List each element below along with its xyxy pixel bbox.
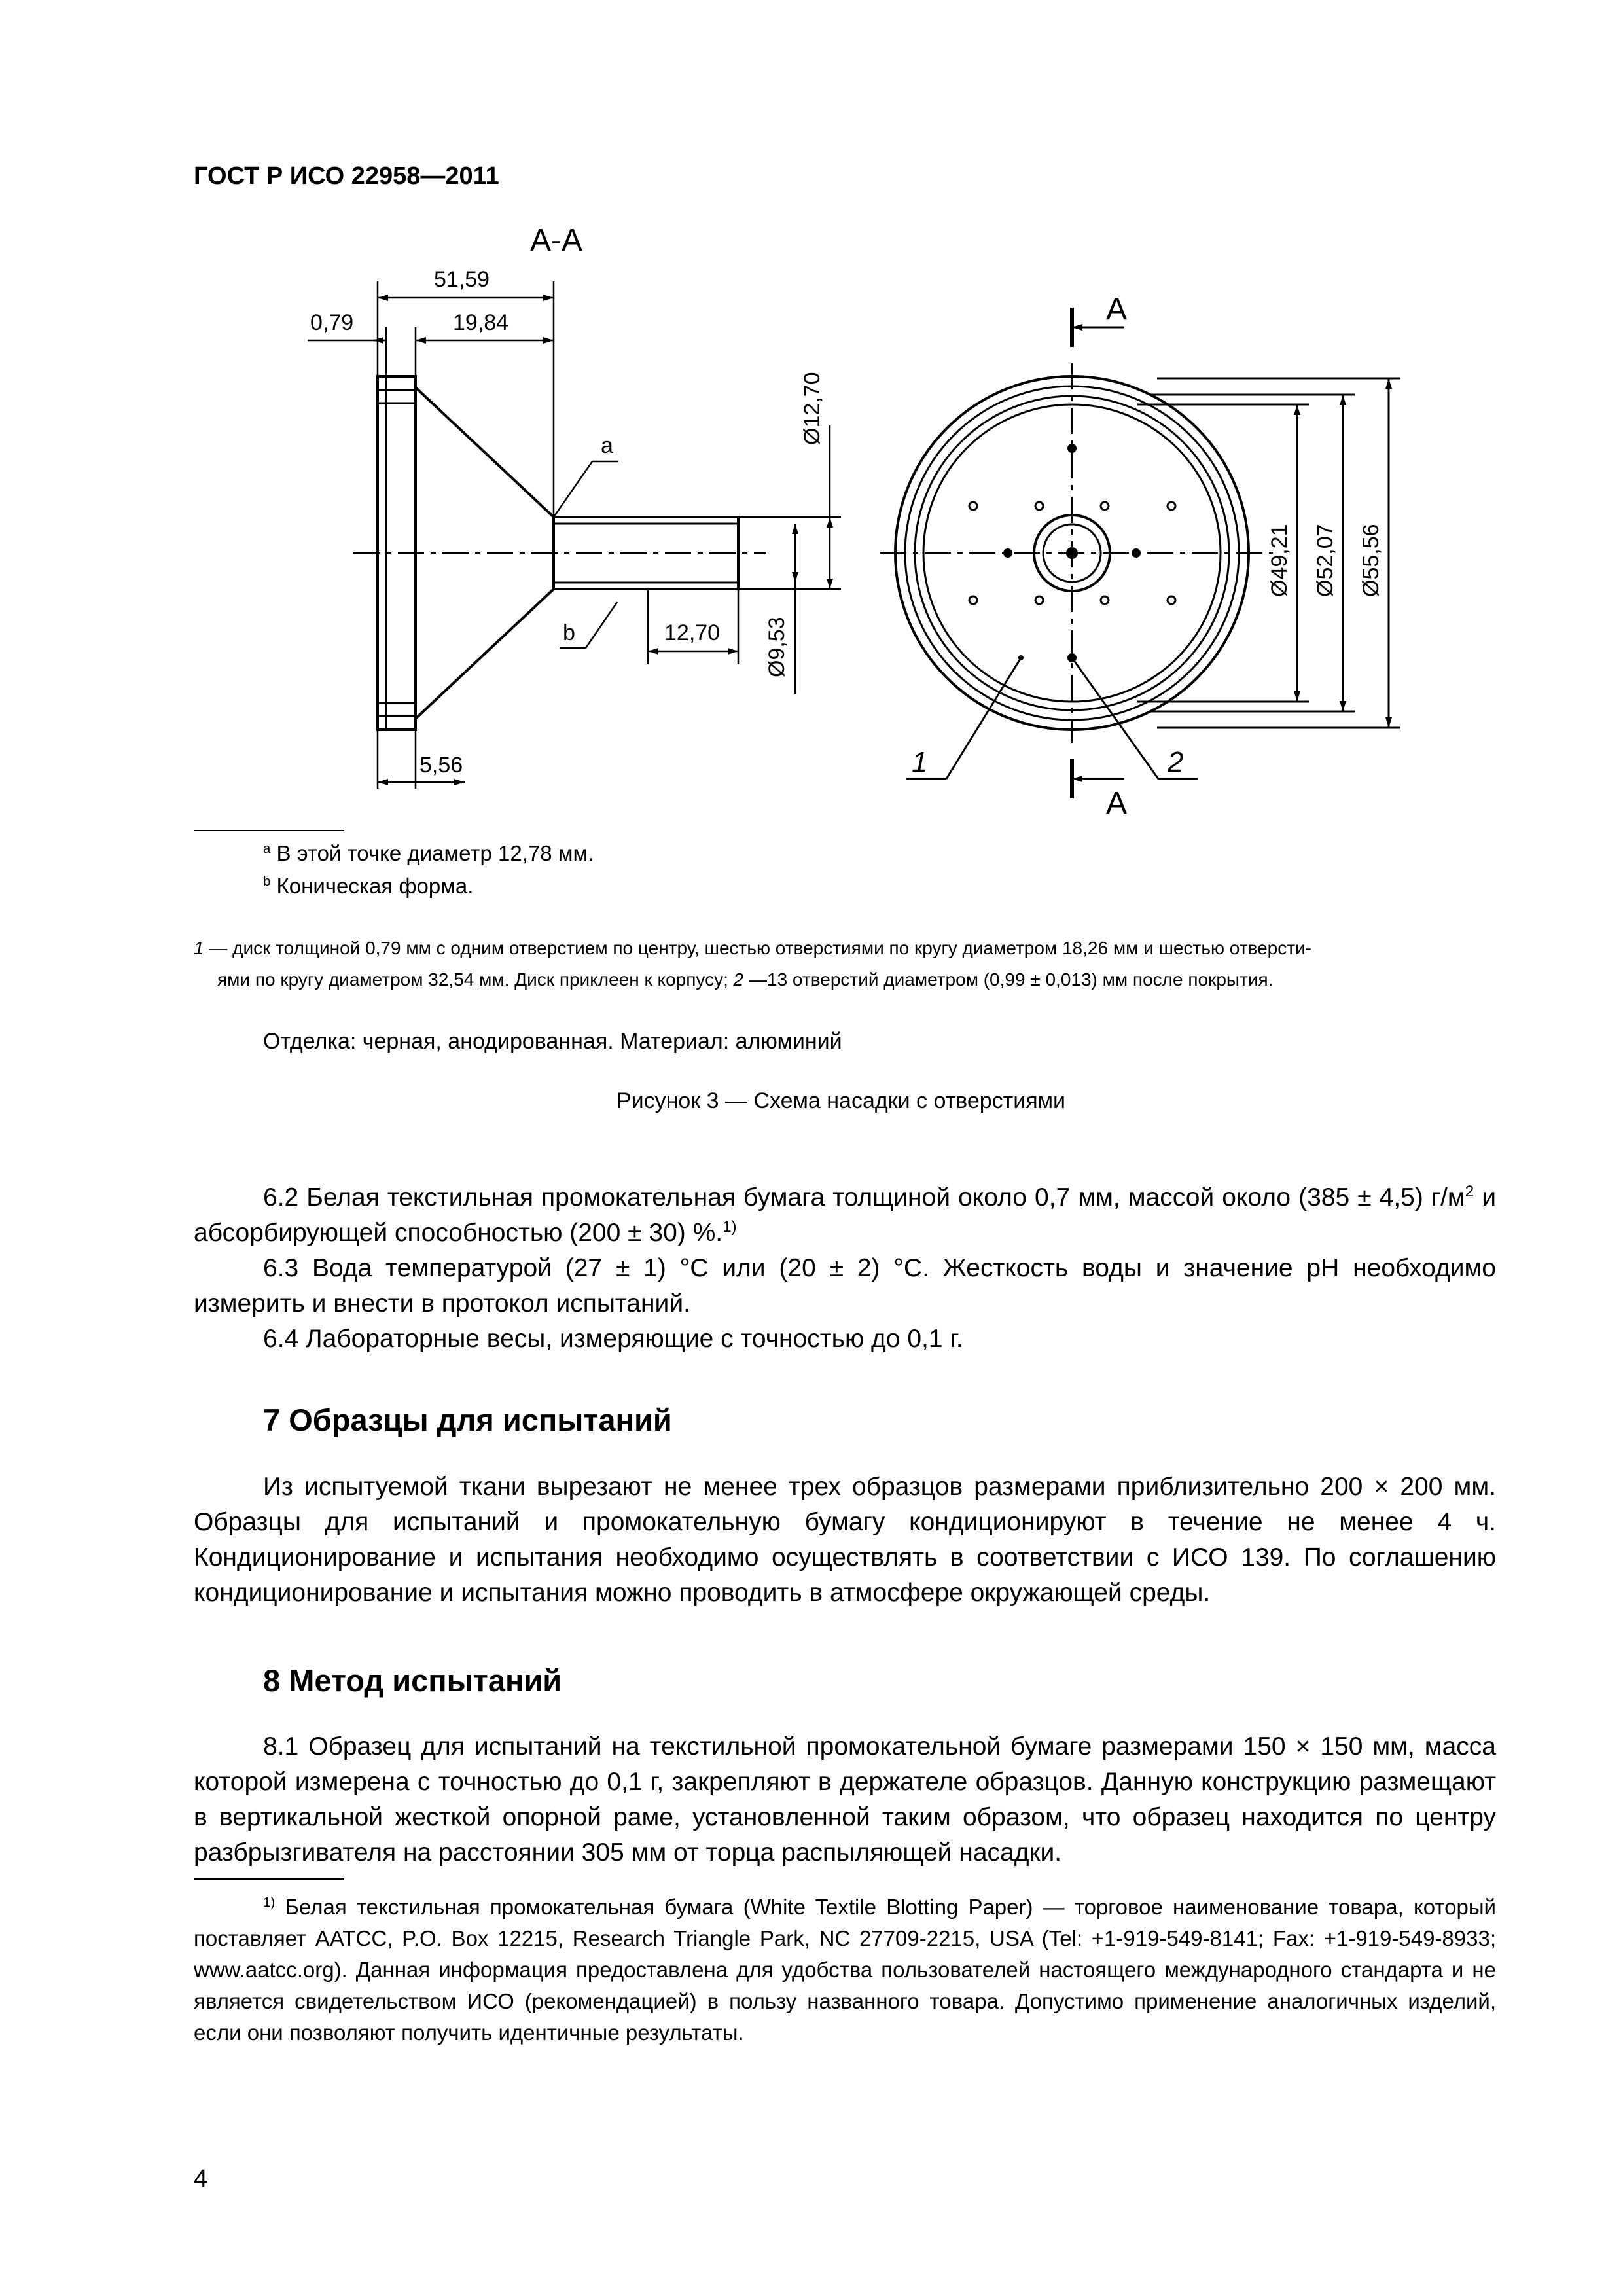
footnote-a-mark: a bbox=[263, 841, 271, 856]
legend-line-2a: ями по кругу диаметром 32,54 мм. Диск приклеен к корпусу; bbox=[217, 969, 734, 990]
callout-a: a bbox=[601, 433, 613, 458]
figure-footnote-rule bbox=[194, 830, 344, 831]
legend-line-1: — диск толщиной 0,79 мм с одним отверстием по центру, шестью отверстиями по кругу диаметром 18,26 мм и шестью отверсти- bbox=[204, 938, 1312, 958]
figure-footnote-a bbox=[263, 839, 594, 868]
dim-9-53-diameter: Ø9,53 bbox=[764, 617, 789, 677]
footnote-a-text: В этой точке диаметр 12,78 мм. bbox=[276, 841, 594, 865]
paragraph-6-3: 6.3 Вода температурой (27 ± 1) °С или (20 ± 2) °С. Жесткость воды и значение рН необходимо измерить и внести в протокол испытаний. bbox=[194, 1254, 1496, 1318]
callout-1: 1 bbox=[912, 746, 928, 778]
p62-sup: 2 bbox=[1465, 1183, 1474, 1200]
figure-legend bbox=[194, 933, 1496, 996]
p62-text-b: и абсорбирующей способностью (200 ± 30) %. bbox=[194, 1183, 1496, 1247]
dim-0-79: 0,79 bbox=[310, 310, 354, 335]
dim-49-21-diameter: Ø49,21 bbox=[1267, 524, 1292, 597]
legend-line-2b: —13 отверстий диаметром (0,99 ± 0,013) мм после покрытия. bbox=[743, 969, 1274, 990]
section-6-text bbox=[194, 1180, 1496, 1357]
dim-12-70-length: 12,70 bbox=[664, 620, 721, 645]
cut-marker-top: А bbox=[1106, 292, 1128, 327]
footnote-b-text: Коническая форма. bbox=[276, 874, 474, 898]
callout-b: b bbox=[563, 620, 575, 645]
legend-num-1: 1 bbox=[194, 938, 204, 958]
page-footnote bbox=[194, 1892, 1496, 2049]
section-label: А-А bbox=[530, 223, 583, 258]
section-7-heading: 7 Образцы для испытаний bbox=[263, 1403, 672, 1437]
footnote-b-mark: b bbox=[263, 874, 271, 889]
dim-55-56-diameter: Ø55,56 bbox=[1359, 524, 1383, 597]
document-header: ГОСТ Р ИСО 22958—2011 bbox=[194, 162, 499, 190]
finish-material-note: Отделка: черная, анодированная. Материал: алюминий bbox=[263, 1029, 842, 1054]
dim-52-07-diameter: Ø52,07 bbox=[1313, 524, 1338, 597]
section-8-text bbox=[194, 1729, 1496, 1871]
page-number: 4 bbox=[194, 2165, 208, 2193]
figure-footnote-b bbox=[263, 872, 473, 901]
p62-text-a: 6.2 Белая текстильная промокательная бумага толщиной около 0,7 мм, массой около (385 ± 4,5) г/м bbox=[263, 1183, 1465, 1211]
dim-12-70-diameter: Ø12,70 bbox=[800, 372, 825, 445]
figure-caption: Рисунок 3 — Схема насадки с отверстиями bbox=[616, 1088, 1066, 1113]
paragraph-6-4: 6.4 Лабораторные весы, измеряющие с точностью до 0,1 г. bbox=[263, 1325, 963, 1353]
dim-51-59: 51,59 bbox=[434, 267, 490, 292]
footnote-1-text: Белая текстильная промокательная бумага (White Textile Blotting Paper) — торговое наименование товара, который поставляет AATCC, P.O. Box 12215, Research Triangle Park, NC 27709-2215, USA (Tel: +1-919-549-8141; Fax: +1-919-549-8933; www.aatcc.org). Данная информация предоставлена для удобства пользователей настоящего международного стандарта и не является свидетельством ИСО (рекомендацией) в пользу названного товара. Допустимо применение аналогичных изделий, если они позволяют получить идентичные результаты. bbox=[194, 1895, 1496, 2045]
paragraph-6-2 bbox=[194, 1180, 1496, 1251]
dim-5-56: 5,56 bbox=[419, 753, 463, 778]
dim-19-84: 19,84 bbox=[453, 310, 509, 335]
legend-num-2: 2 bbox=[733, 969, 744, 990]
paragraph-7: Из испытуемой ткани вырезают не менее трех образцов размерами приблизительно 200 × 200 мм. Образцы для испытаний и промокательную бумагу кондиционируют в течение не менее 4 ч. Кондиционирование и испытания необходимо осуществлять в соответствии с ИСО 139. По соглашению кондиционирование и испытания можно проводить в атмосфере окружающей среды. bbox=[194, 1473, 1496, 1607]
footnote-1-mark: 1) bbox=[263, 1895, 276, 1910]
cut-marker-bottom: А bbox=[1106, 786, 1128, 821]
callout-2: 2 bbox=[1168, 746, 1184, 778]
section-7-text bbox=[194, 1469, 1496, 1611]
footnote-ref-1: 1) bbox=[722, 1218, 737, 1236]
paragraph-8-1: 8.1 Образец для испытаний на текстильной промокательной бумаге размерами 150 × 150 мм, масса которой измерена с точностью до 0,1 г, закрепляют в держателе образцов. Данную конструкцию размещают в вертикальной жесткой опорной раме, установленной таким образом, что образец находится по центру разбрызгивателя на расстоянии 305 мм от торца распыляющей насадки. bbox=[194, 1732, 1496, 1867]
page-footnote-rule bbox=[194, 1878, 344, 1880]
section-8-heading: 8 Метод испытаний bbox=[263, 1663, 562, 1698]
